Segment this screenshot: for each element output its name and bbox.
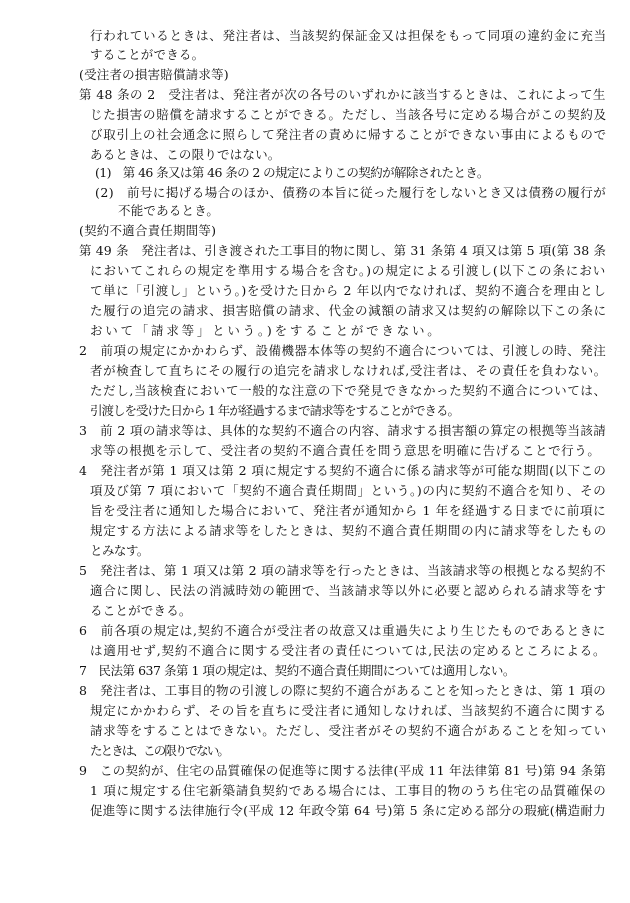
text-line: 請求等をすることはできない。ただし、受注者がその契約不適合があることを知ってい (90, 723, 607, 738)
text-line: 9 この契約が、住宅の品質確保の促進等に関する法律(平成 11 年法律第 81 号)第 94 条第 (79, 763, 607, 778)
text-line: 者が検査して直ちにその履行の追完を請求しなければ,受注者は、その責任を負わない。 (90, 363, 607, 378)
text-line: た履行の追完の請求、損害賠償の請求、代金の減額の請求又は契約の解除以下この条に (90, 303, 607, 318)
text-line: 行われているときは、発注者は、当該契約保証金又は担保をもって同項の違約金に充当 (90, 28, 607, 43)
text-line: 規定にかかわらず、その旨を直ちに受注者に通知しなければ、当該契約不適合に関する (90, 703, 607, 718)
text-line: ることができる。 (90, 603, 192, 618)
text-line: 5 発注者は、第 1 項又は第 2 項の請求等を行ったときは、当該請求等の根拠となる契約不 (79, 563, 606, 578)
text-line: 4 発注者が第 1 項又は第 2 項に規定する契約不適合に係る請求等が可能な期間(以下この (79, 463, 607, 478)
text-line: 3 前 2 項の請求等は、具体的な契約不適合の内容、請求する損害額の算定の根拠等当該請 (79, 423, 607, 438)
text-line: 不能であるとき。 (118, 203, 220, 218)
text-line: 2 前項の規定にかかわらず、設備機器本体等の契約不適合については、引渡しの時、発注 (79, 343, 607, 358)
text-line: び取引上の社会通念に照らして発注者の責めに帰することができない事由によるもので (90, 127, 607, 142)
text-line: 規定する方法による請求等をしたときは、契約不適合責任期間の内に請求等をしたもの (90, 523, 607, 538)
text-line: 適合に関し、民法の消滅時効の範囲で、当該請求等以外に必要と認められる請求等をす (90, 583, 607, 598)
text-line: においてこれらの規定を準用する場合を含む。)の規定による引渡し(以下この条におい (90, 263, 607, 278)
text-line: (1) 第 46 条又は第 46 条の 2 の規定によりこの契約が解除されたとき。 (95, 165, 489, 180)
text-line: 求等の根拠を示して、受注者の契約不適合責任を問う意思を明確に告げることで行う。 (90, 443, 601, 458)
text-line: じた損害の賠償を請求することができる。ただし、当該各号に定める場合がこの契約及 (90, 107, 607, 122)
text-line: おいて「請求等」という。)をすることができない。 (90, 323, 443, 338)
text-line: 6 前各項の規定は,契約不適合が受注者の故意又は重過失により生じたものであるときに (79, 623, 607, 638)
text-line: することができる。 (90, 47, 205, 62)
text-line: あるときは、この限りではない。 (90, 147, 281, 162)
text-line: 項及び第 7 項において「契約不適合責任期間」という。)の内に契約不適合を知り、その (90, 483, 607, 498)
text-line: たときは、この限りでない。 (90, 743, 229, 758)
text-line: 引渡しを受けた日から 1 年が経過するまで請求等をすることができる。 (90, 403, 459, 418)
text-line: 旨を受注者に通知した場合において、発注者が通知から 1 年を経過する日までに前項に (90, 503, 607, 518)
text-line: 7 民法第 637 条第 1 項の規定は、契約不適合責任期間については適用しない。 (79, 663, 515, 678)
text-line: は適用せず,契約不適合に関する受注者の責任については,民法の定めるところによる。 (90, 643, 607, 658)
text-line: 1 項に規定する住宅新築請負契約である場合には、工事目的物のうち住宅の品質確保の (90, 783, 607, 798)
text-line: (契約不適合責任期間等) (79, 223, 217, 238)
text-line: とみなす。 (90, 543, 149, 558)
text-line: 促進等に関する法律施行令(平成 12 年政令第 64 号)第 5 条に定める部分の瑕疵(構造耐力 (90, 803, 606, 818)
text-line: (受注者の損害賠償請求等) (79, 67, 229, 82)
text-line: 第 48 条の 2 受注者は、発注者が次の各号のいずれかに該当するときは、これによって生 (79, 87, 606, 102)
text-line: 8 発注者は、工事目的物の引渡しの際に契約不適合があることを知ったときは、第 1 項の (79, 683, 607, 698)
text-line: ただし,当該検査において一般的な注意の下で発見できなかった契約不適合については、 (90, 383, 607, 398)
text-line: (2) 前号に掲げる場合のほか、債務の本旨に従った履行をしないとき又は債務の履行が (95, 185, 607, 200)
text-line: て単に「引渡し」という。)を受けた日から 2 年以内でなければ、契約不適合を理由とし (90, 283, 607, 298)
text-line: 第 49 条 発注者は、引き渡された工事目的物に関し、第 31 条第 4 項又は第 5 項(第 38 条 (79, 243, 607, 258)
